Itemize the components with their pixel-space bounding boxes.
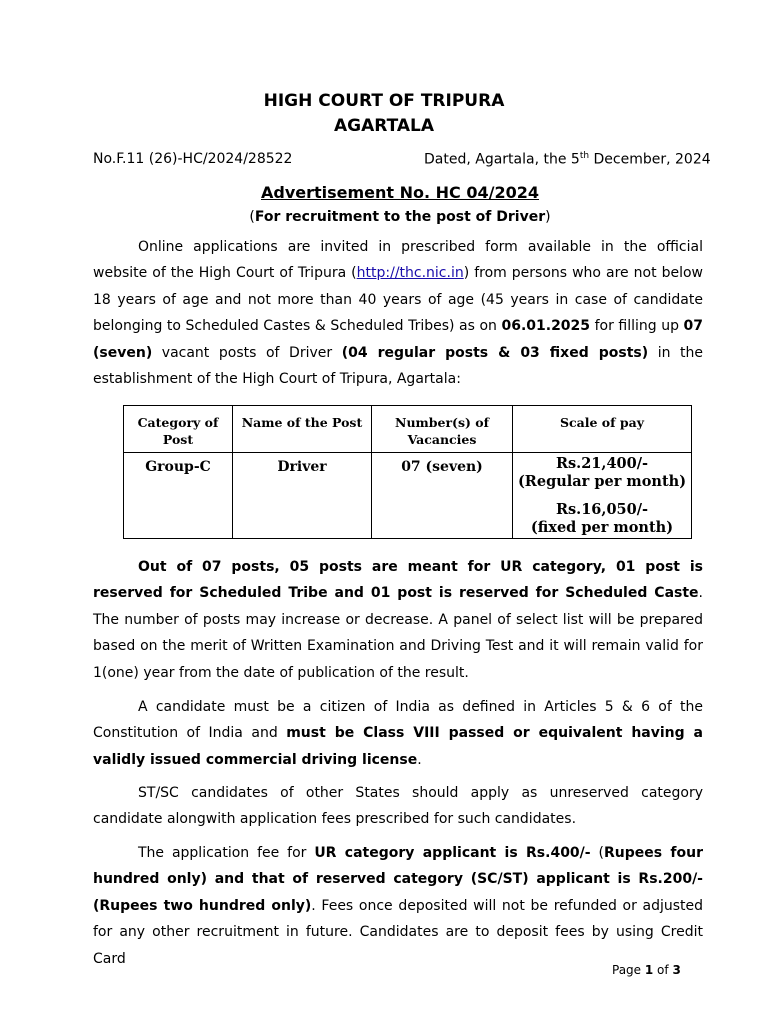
regular-pay-note: (Regular per month) [517, 473, 687, 490]
subtitle-open: ( [249, 209, 255, 225]
para5-text-2: ( [590, 845, 604, 861]
para1-text-5: in the establishment of the High Court of Tripura, Agartala: [93, 344, 704, 388]
para1-text-4: vacant posts of Driver [152, 344, 342, 361]
reserved-fee: Rupees four hundred only) and that of reserved category (SC/ST) applicant is Rs.200/- (Rupees two hundred only) [93, 845, 703, 914]
para2-text-1: . The number of posts may increase or decrease. A panel of select list will be prepared based on the merit of Written Examination and Driving Test and it will remain valid for 1(one) year from the date of publication of the result. [93, 585, 703, 681]
eligibility-requirement: must be Class VIII passed or equivalent having a validly issued commercial driving license [93, 725, 704, 768]
advertisement-title-text: Advertisement No. HC 04/2024 [260, 183, 540, 202]
page-total: 3 [672, 963, 681, 977]
cell-vacancies: 07 (seven) [372, 453, 513, 539]
header-category: Category of Post [124, 406, 233, 453]
post-breakdown: (04 regular posts & 03 fixed posts) [341, 344, 649, 361]
para3-text-2: . [417, 751, 422, 768]
para1-text-2: ) from persons who are not below 18 years of age and not more than 40 years of age (45 years in case of candidate belonging to Scheduled Castes & Scheduled Tribes) as on [93, 265, 703, 335]
court-name-heading: HIGH COURT OF TRIPURA [263, 91, 505, 111]
paragraph-application-fee [93, 840, 703, 972]
advertisement-subtitle [0, 209, 768, 225]
paragraph-other-states [93, 780, 703, 833]
reference-date [424, 151, 711, 168]
cell-post-name: Driver [233, 453, 372, 539]
para3-text-1: A candidate must be a citizen of India as defined in Articles 5 & 6 of the Constitution of India and [93, 699, 703, 742]
vacancy-table [123, 405, 692, 539]
advertisement-title [0, 183, 768, 202]
reservation-details: Out of 07 posts, 05 posts are meant for UR category, 01 post is reserved for Scheduled Tribe and 01 post is reserved for Scheduled Caste [93, 559, 703, 602]
paragraph-eligibility [93, 694, 703, 773]
paragraph-online-applications [93, 234, 703, 392]
cell-category: Group-C [124, 453, 233, 539]
ur-fee: UR category applicant is Rs.400/- [314, 845, 591, 861]
para1-text-3: for filling up [590, 318, 684, 335]
table-header-row [124, 406, 692, 453]
header-vacancies: Number(s) of Vacancies [372, 406, 513, 453]
cell-scale-of-pay [513, 453, 692, 539]
court-location-heading: AGARTALA [333, 116, 435, 136]
page-number [612, 963, 681, 977]
date-superscript: th [579, 151, 590, 161]
fixed-pay-amount: Rs.16,050/- [555, 501, 649, 518]
subtitle-text: For recruitment to the post of Driver [254, 209, 546, 225]
para4-text-1: ST/SC candidates of other States should apply as unreserved category candidate alongwith application fees prescribed for such candidates. [93, 785, 703, 828]
para1-text-1: Online applications are invited in prescribed form available in the official website of the High Court of Tripura ( [93, 239, 703, 282]
para5-text-1: The application fee for [138, 845, 315, 861]
website-link[interactable]: http://thc.nic.in [356, 265, 464, 282]
date-suffix: December, 2024 [589, 151, 711, 168]
para5-text-3: . Fees once deposited will not be refunded or adjusted for any other recruitment in future. Candidates are to deposit fees by using Credit Card [93, 897, 704, 967]
table-row [124, 453, 692, 539]
regular-pay-amount: Rs.21,400/- [555, 455, 649, 472]
reference-number: No.F.11 (26)-HC/2024/28522 [93, 151, 293, 167]
date-prefix: Dated, Agartala, the 5 [424, 151, 580, 168]
header-post-name: Name of the Post [233, 406, 372, 453]
vacancy-count: 07 (seven) [93, 318, 703, 361]
header-scale-of-pay: Scale of pay [513, 406, 692, 453]
fixed-pay-note: (fixed per month) [530, 519, 674, 536]
page-of: of [653, 963, 673, 977]
page-current: 1 [644, 963, 654, 977]
paragraph-reservation [93, 554, 703, 686]
page-label: Page [612, 963, 645, 977]
subtitle-close: ) [545, 209, 551, 225]
closing-date: 06.01.2025 [501, 318, 591, 335]
